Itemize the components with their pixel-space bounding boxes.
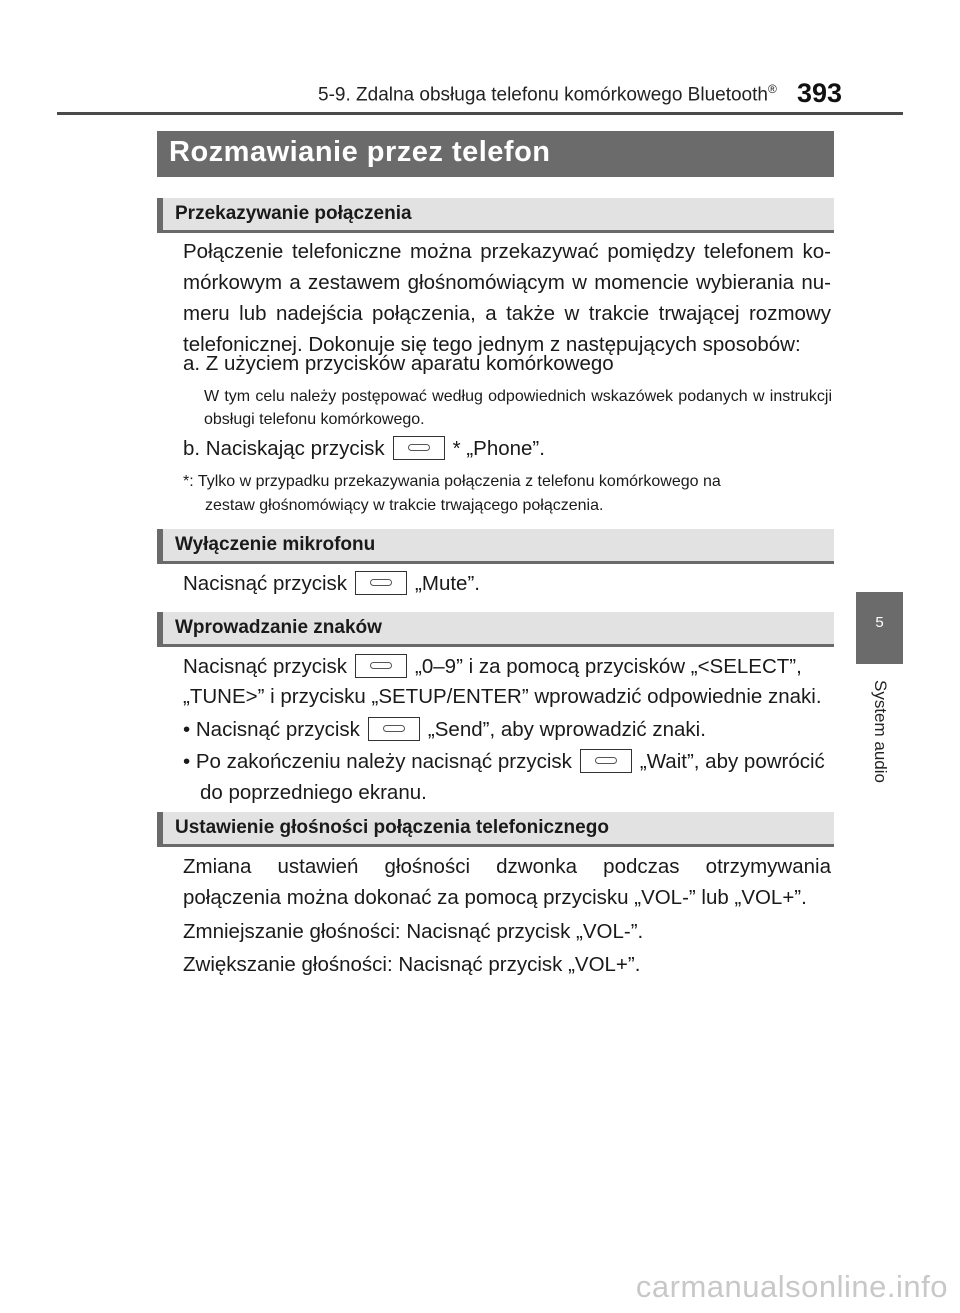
chapter-tab — [856, 592, 903, 664]
bullet-wait-suffix: „Wait”, aby powrócić — [639, 750, 825, 773]
section-heading-transfer — [157, 198, 834, 233]
mute-button-icon — [355, 571, 407, 595]
volume-text: Zmiana ustawień głośności dzwonka podczas otrzymywania połączenia można dokonać za pomocą przycisku „VOL-” lub „VOL+”. — [183, 855, 831, 909]
section-heading-mute — [157, 529, 834, 564]
option-b-suffix: * „Phone”. — [452, 437, 545, 460]
option-a-detail: W tym celu należy postępować według odpowiednich wskazówek podanych w instrukcji obsługi telefonu komórkowego. — [204, 388, 832, 428]
mute-prefix: Nacisnąć przycisk — [183, 572, 348, 595]
section-heading-volume — [157, 812, 834, 847]
volume-increase: Zwiększanie głośności: Nacisnąć przycisk „VOL+”. — [183, 953, 641, 976]
section-heading-label: Przekazywanie połączenia — [175, 203, 412, 224]
input-line-1 — [183, 655, 802, 680]
section-heading-label: Wyłączenie mikrofonu — [175, 534, 376, 555]
input-line-1-suffix: „0–9” i za pomocą przycisków „<SELECT”, — [415, 655, 802, 678]
bullet-send-prefix: • Nacisnąć przycisk — [183, 718, 360, 741]
option-a: a. Z użyciem przycisków aparatu komórkowego — [183, 352, 614, 375]
phone-button-icon — [393, 436, 445, 460]
bullet-wait-line-2: do poprzedniego ekranu. — [200, 781, 427, 804]
registered-mark: ® — [767, 82, 777, 96]
input-line-1-prefix: Nacisnąć przycisk — [183, 655, 348, 678]
footnote — [183, 470, 831, 518]
chapter-label: System audio — [871, 680, 890, 783]
section-heading-label: Ustawienie głośności połączenia telefonicznego — [175, 817, 609, 838]
section-heading-input — [157, 612, 834, 647]
input-line-2: „TUNE>” i przycisku „SETUP/ENTER” wprowadzić odpowiednie znaki. — [183, 685, 822, 708]
option-b-prefix: b. Naciskając przycisk — [183, 437, 385, 460]
bullet-wait-prefix: • Po zakończeniu należy nacisnąć przycisk — [183, 750, 572, 773]
mute-suffix: „Mute”. — [415, 572, 480, 595]
volume-decrease: Zmniejszanie głośności: Nacisnąć przycisk „VOL-”. — [183, 920, 644, 943]
footnote-line-2: zestaw głośnomówiący w trakcie trwającego połączenia. — [205, 497, 604, 514]
section-heading-label: Wprowadzanie znaków — [175, 617, 382, 638]
page-number: 393 — [797, 78, 843, 108]
send-button-icon — [368, 717, 420, 741]
wait-button-icon — [580, 749, 632, 773]
watermark: carmanualsonline.info — [635, 1269, 948, 1304]
page-title-bar — [157, 131, 834, 177]
option-b — [183, 437, 545, 462]
chapter-number: 5 — [875, 614, 884, 631]
footnote-line-1: *: Tylko w przypadku przekazywania połączenia z telefonu komórkowego na — [183, 473, 721, 490]
bullet-send-suffix: „Send”, aby wprowadzić znaki. — [427, 718, 706, 741]
bullet-send — [183, 718, 706, 743]
mute-instruction — [183, 572, 480, 597]
section-header — [318, 82, 777, 106]
bullet-wait — [183, 750, 825, 775]
header-divider — [57, 112, 903, 115]
transfer-intro: Połączenie telefoniczne można przekazywać pomiędzy telefonem ko-mórkowym a zestawem głośnomówiącym w momencie wybierania nu-meru lub nadejścia połączenia, a także w trakcie trwającej rozmowy telefonicznej. Dokonuje się tego jednym z następujących sposobów: — [183, 240, 831, 356]
digits-button-icon — [355, 654, 407, 678]
page-title: Rozmawianie przez telefon — [169, 136, 551, 168]
section-header-text: 5-9. Zdalna obsługa telefonu komórkowego Bluetooth — [318, 84, 768, 106]
